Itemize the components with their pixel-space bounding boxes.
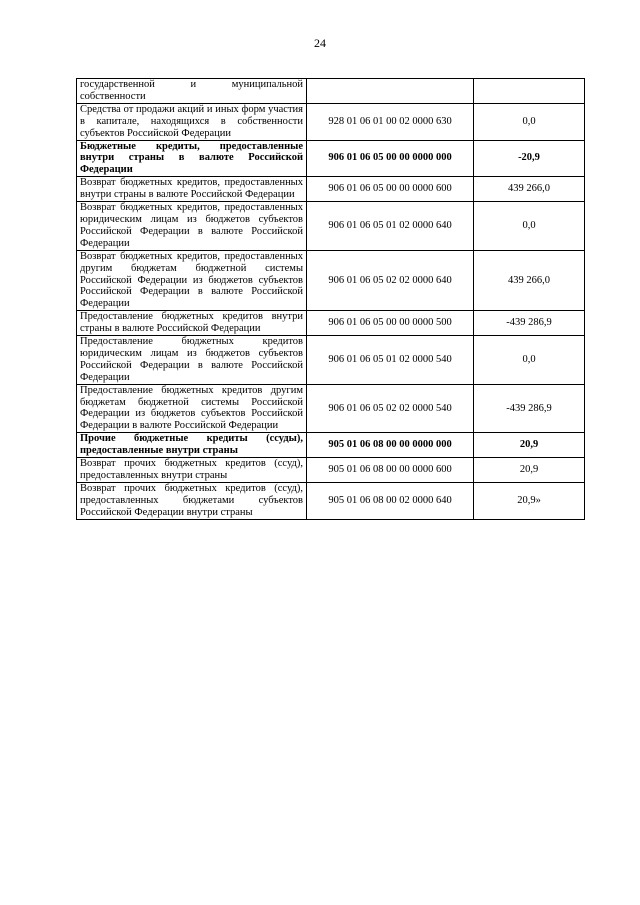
- table-row: [77, 433, 585, 458]
- row-code-cell: 905 01 06 08 00 00 0000 000: [307, 433, 474, 458]
- table-row: [77, 177, 585, 202]
- row-sum-cell: -439 286,9: [474, 384, 585, 433]
- row-code-cell: 905 01 06 08 00 00 0000 600: [307, 458, 474, 483]
- row-sum-cell: 0,0: [474, 336, 585, 385]
- row-sum-cell: 0,0: [474, 202, 585, 251]
- row-code-cell: 906 01 06 05 02 02 0000 540: [307, 384, 474, 433]
- table-row: [77, 336, 585, 385]
- row-code-cell: 906 01 06 05 00 00 0000 600: [307, 177, 474, 202]
- table-body: [77, 79, 585, 520]
- row-name-cell: Предоставление бюджетных кредитов внутри страны в валюте Российской Федерации: [77, 311, 307, 336]
- row-code-cell: 906 01 06 05 00 00 0000 500: [307, 311, 474, 336]
- row-sum-cell: 439 266,0: [474, 250, 585, 311]
- page-number: 24: [314, 36, 326, 50]
- table-row: [77, 140, 585, 177]
- row-name-cell: Возврат бюджетных кредитов, предоставленных юридическим лицам из бюджетов субъектов Российской Федерации в валюте Российской Федерации: [77, 202, 307, 251]
- table-row: [77, 103, 585, 140]
- row-code-cell: 906 01 06 05 00 00 0000 000: [307, 140, 474, 177]
- row-name-cell: Бюджетные кредиты, предоставленные внутри страны в валюте Российской Федерации: [77, 140, 307, 177]
- row-name-cell: Возврат прочих бюджетных кредитов (ссуд), предоставленных бюджетами субъектов Российской Федерации внутри страны: [77, 482, 307, 519]
- row-name-cell: Возврат прочих бюджетных кредитов (ссуд), предоставленных внутри страны: [77, 458, 307, 483]
- row-name-cell: государственной и муниципальной собственности: [77, 79, 307, 104]
- row-code-cell: 906 01 06 05 01 02 0000 540: [307, 336, 474, 385]
- table-row: [77, 384, 585, 433]
- row-sum-cell: [474, 79, 585, 104]
- table-row: [77, 458, 585, 483]
- row-name-cell: Возврат бюджетных кредитов, предоставленных другим бюджетам бюджетной системы Российской Федерации из бюджетов субъектов Российской Федерации в валюте Российской Федерации: [77, 250, 307, 311]
- row-code-cell: [307, 79, 474, 104]
- budget-sources-table: [76, 78, 585, 520]
- row-sum-cell: -20,9: [474, 140, 585, 177]
- row-name-cell: Предоставление бюджетных кредитов другим бюджетам бюджетной системы Российской Федерации из бюджетов субъектов Российской Федерации в валюте Российской Федерации: [77, 384, 307, 433]
- row-code-cell: 905 01 06 08 00 02 0000 640: [307, 482, 474, 519]
- table-row: [77, 311, 585, 336]
- row-code-cell: 928 01 06 01 00 02 0000 630: [307, 103, 474, 140]
- row-sum-cell: 439 266,0: [474, 177, 585, 202]
- table-row: [77, 250, 585, 311]
- table-row: [77, 482, 585, 519]
- row-sum-cell: 20,9: [474, 458, 585, 483]
- row-name-cell: Средства от продажи акций и иных форм участия в капитале, находящихся в собственности субъектов Российской Федерации: [77, 103, 307, 140]
- row-sum-cell: 20,9: [474, 433, 585, 458]
- row-sum-cell: -439 286,9: [474, 311, 585, 336]
- row-name-cell: Прочие бюджетные кредиты (ссуды), предоставленные внутри страны: [77, 433, 307, 458]
- row-name-cell: Предоставление бюджетных кредитов юридическим лицам из бюджетов субъектов Российской Федерации в валюте Российской Федерации: [77, 336, 307, 385]
- row-sum-cell: 20,9»: [474, 482, 585, 519]
- row-sum-cell: 0,0: [474, 103, 585, 140]
- row-name-cell: Возврат бюджетных кредитов, предоставленных внутри страны в валюте Российской Федерации: [77, 177, 307, 202]
- table-row: [77, 79, 585, 104]
- row-code-cell: 906 01 06 05 01 02 0000 640: [307, 202, 474, 251]
- table-row: [77, 202, 585, 251]
- row-code-cell: 906 01 06 05 02 02 0000 640: [307, 250, 474, 311]
